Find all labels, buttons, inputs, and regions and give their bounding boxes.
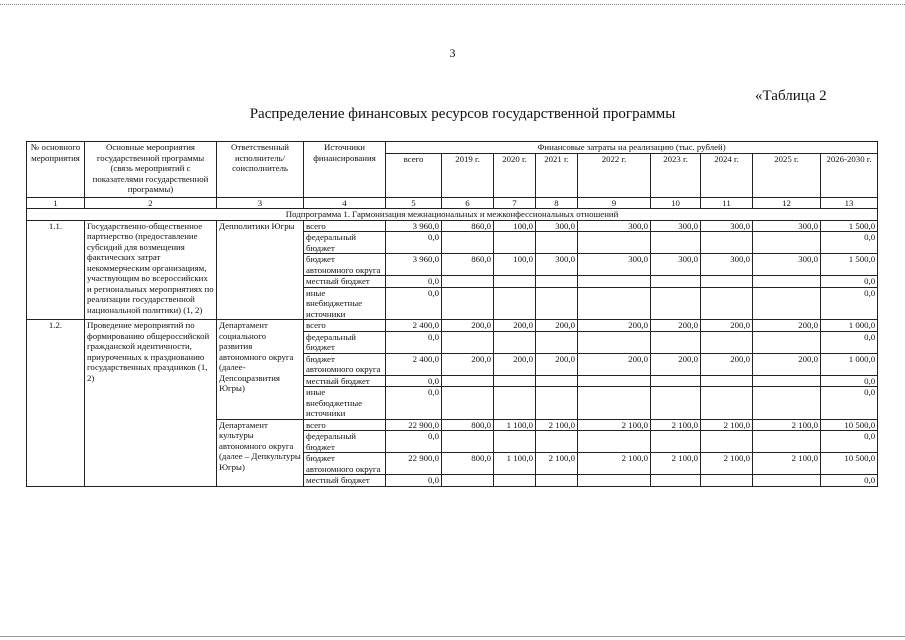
value-cell [753, 375, 821, 387]
value-cell: 200,0 [753, 320, 821, 332]
value-cell: 0,0 [821, 287, 878, 320]
funding-source: бюджет автономного округа [304, 453, 386, 475]
value-cell: 2 100,0 [753, 453, 821, 475]
value-cell: 300,0 [701, 220, 753, 232]
value-cell: 300,0 [536, 254, 578, 276]
value-cell: 200,0 [442, 320, 494, 332]
value-cell [442, 387, 494, 420]
value-cell: 10 500,0 [821, 453, 878, 475]
value-cell: 300,0 [578, 220, 651, 232]
value-cell [494, 431, 536, 453]
value-cell: 100,0 [494, 220, 536, 232]
value-cell: 300,0 [536, 220, 578, 232]
value-cell: 0,0 [386, 232, 442, 254]
funding-source: местный бюджет [304, 375, 386, 387]
value-cell [442, 232, 494, 254]
value-cell: 300,0 [651, 220, 701, 232]
value-cell [701, 387, 753, 420]
value-cell [494, 375, 536, 387]
value-cell: 860,0 [442, 254, 494, 276]
value-cell: 200,0 [494, 353, 536, 375]
header-year-8: 2026-2030 г. [821, 153, 878, 197]
responsible-executor: Департамент культуры автономного округа (далее – Депкультуры Югры) [217, 419, 304, 486]
value-cell: 200,0 [701, 320, 753, 332]
value-cell [578, 276, 651, 288]
value-cell [442, 287, 494, 320]
value-cell [442, 276, 494, 288]
column-number-12: 12 [753, 197, 821, 209]
funding-source: всего [304, 220, 386, 232]
event-number: 1.1. [27, 220, 85, 320]
value-cell [578, 475, 651, 487]
value-cell [753, 287, 821, 320]
value-cell: 2 100,0 [578, 453, 651, 475]
value-cell: 2 100,0 [578, 419, 651, 431]
value-cell: 1 100,0 [494, 453, 536, 475]
value-cell: 0,0 [386, 375, 442, 387]
value-cell: 200,0 [753, 353, 821, 375]
value-cell [753, 276, 821, 288]
value-cell: 0,0 [821, 375, 878, 387]
value-cell: 2 400,0 [386, 353, 442, 375]
header-row [27, 142, 878, 154]
value-cell [701, 287, 753, 320]
column-number-9: 9 [578, 197, 651, 209]
value-cell [536, 475, 578, 487]
value-cell: 2 400,0 [386, 320, 442, 332]
value-cell [494, 331, 536, 353]
funding-source: федеральный бюджет [304, 232, 386, 254]
value-cell: 0,0 [386, 431, 442, 453]
value-cell [536, 276, 578, 288]
funding-source: федеральный бюджет [304, 331, 386, 353]
responsible-executor: Депполитики Югры [217, 220, 304, 320]
table-row [27, 220, 878, 232]
header-financial-costs: Финансовые затраты на реализацию (тыс. рублей) [386, 142, 878, 154]
value-cell: 200,0 [536, 320, 578, 332]
value-cell: 100,0 [494, 254, 536, 276]
value-cell [651, 232, 701, 254]
value-cell [578, 387, 651, 420]
header-event: Основные мероприятия государственной программы (связь мероприятий с показателями государственной программы) [85, 142, 217, 198]
value-cell [701, 276, 753, 288]
value-cell: 2 100,0 [753, 419, 821, 431]
value-cell [578, 287, 651, 320]
value-cell [536, 232, 578, 254]
funding-source: всего [304, 419, 386, 431]
value-cell [494, 387, 536, 420]
value-cell [651, 475, 701, 487]
value-cell [753, 331, 821, 353]
funding-source: иные внебюджетные источники [304, 287, 386, 320]
page-number: 3 [449, 46, 456, 60]
value-cell [494, 232, 536, 254]
value-cell: 200,0 [578, 353, 651, 375]
header-responsible: Ответственный исполнитель/ соисполнитель [217, 142, 304, 198]
value-cell [442, 375, 494, 387]
funding-source: бюджет автономного округа [304, 254, 386, 276]
value-cell [494, 276, 536, 288]
column-number-6: 6 [442, 197, 494, 209]
column-number-8: 8 [536, 197, 578, 209]
funding-source: бюджет автономного округа [304, 353, 386, 375]
value-cell: 0,0 [821, 276, 878, 288]
document-title: Распределение финансовых ресурсов государственной программы [249, 106, 676, 122]
value-cell: 200,0 [651, 353, 701, 375]
value-cell: 2 100,0 [651, 453, 701, 475]
value-cell: 300,0 [753, 254, 821, 276]
header-year-7: 2025 г. [753, 153, 821, 197]
value-cell [494, 475, 536, 487]
value-cell: 0,0 [821, 431, 878, 453]
value-cell: 860,0 [442, 220, 494, 232]
value-cell [536, 387, 578, 420]
value-cell: 200,0 [442, 353, 494, 375]
header-year-3: 2021 г. [536, 153, 578, 197]
value-cell: 300,0 [651, 254, 701, 276]
value-cell [753, 475, 821, 487]
value-cell [536, 431, 578, 453]
column-numbers-row [27, 197, 878, 209]
header-year-1: 2019 г. [442, 153, 494, 197]
value-cell [442, 431, 494, 453]
value-cell [651, 431, 701, 453]
value-cell [701, 331, 753, 353]
top-scan-rule [0, 4, 905, 5]
value-cell [651, 331, 701, 353]
column-number-2: 2 [85, 197, 217, 209]
column-number-3: 3 [217, 197, 304, 209]
header-year-0: всего [386, 153, 442, 197]
funding-source: федеральный бюджет [304, 431, 386, 453]
value-cell [753, 387, 821, 420]
header-year-2: 2020 г. [494, 153, 536, 197]
value-cell [494, 287, 536, 320]
value-cell [701, 475, 753, 487]
value-cell: 1 100,0 [494, 419, 536, 431]
value-cell: 1 500,0 [821, 220, 878, 232]
value-cell: 1 500,0 [821, 254, 878, 276]
value-cell: 22 900,0 [386, 419, 442, 431]
value-cell [442, 475, 494, 487]
value-cell: 2 100,0 [701, 419, 753, 431]
value-cell: 0,0 [821, 387, 878, 420]
value-cell [578, 331, 651, 353]
value-cell: 0,0 [386, 287, 442, 320]
column-number-7: 7 [494, 197, 536, 209]
value-cell: 200,0 [536, 353, 578, 375]
value-cell: 0,0 [386, 387, 442, 420]
column-number-5: 5 [386, 197, 442, 209]
value-cell: 3 960,0 [386, 254, 442, 276]
event-description: Государственно-общественное партнерство (предоставление субсидий для возмещения фактических затрат некоммерческим организациям, участвующим во всероссийских и региональных мероприятиях по реализации государственной национальной политики) (1, 2) [85, 220, 217, 320]
value-cell: 800,0 [442, 419, 494, 431]
value-cell: 22 900,0 [386, 453, 442, 475]
value-cell [701, 431, 753, 453]
value-cell [651, 375, 701, 387]
value-cell [753, 431, 821, 453]
value-cell [651, 287, 701, 320]
header-source: Источники финансирования [304, 142, 386, 198]
value-cell [578, 232, 651, 254]
table-row [27, 320, 878, 332]
value-cell: 1 000,0 [821, 320, 878, 332]
value-cell: 300,0 [753, 220, 821, 232]
column-number-4: 4 [304, 197, 386, 209]
value-cell: 2 100,0 [651, 419, 701, 431]
value-cell: 2 100,0 [701, 453, 753, 475]
value-cell: 300,0 [578, 254, 651, 276]
funding-source: местный бюджет [304, 475, 386, 487]
value-cell [442, 331, 494, 353]
value-cell [701, 232, 753, 254]
value-cell: 0,0 [386, 331, 442, 353]
bottom-scan-rule [0, 636, 905, 637]
value-cell [701, 375, 753, 387]
value-cell [536, 331, 578, 353]
column-number-1: 1 [27, 197, 85, 209]
header-year-6: 2024 г. [701, 153, 753, 197]
value-cell: 2 100,0 [536, 419, 578, 431]
value-cell: 3 960,0 [386, 220, 442, 232]
value-cell: 200,0 [578, 320, 651, 332]
value-cell [753, 232, 821, 254]
value-cell: 2 100,0 [536, 453, 578, 475]
column-number-13: 13 [821, 197, 878, 209]
value-cell [651, 276, 701, 288]
value-cell [536, 375, 578, 387]
value-cell: 0,0 [821, 331, 878, 353]
header-year-4: 2022 г. [578, 153, 651, 197]
value-cell [651, 387, 701, 420]
value-cell: 1 000,0 [821, 353, 878, 375]
subprogram-row [27, 209, 878, 221]
table-label: «Таблица 2 [755, 88, 827, 104]
value-cell: 300,0 [701, 254, 753, 276]
value-cell: 200,0 [651, 320, 701, 332]
value-cell: 200,0 [701, 353, 753, 375]
value-cell [578, 431, 651, 453]
value-cell [578, 375, 651, 387]
responsible-executor: Департамент социального развития автономного округа (далее-Депсоцразвития Югры) [217, 320, 304, 420]
value-cell: 0,0 [821, 475, 878, 487]
event-number: 1.2. [27, 320, 85, 487]
value-cell: 800,0 [442, 453, 494, 475]
value-cell [536, 287, 578, 320]
financial-resources-table [26, 141, 878, 487]
header-no: № основного мероприятия [27, 142, 85, 198]
funding-source: местный бюджет [304, 276, 386, 288]
value-cell: 0,0 [386, 475, 442, 487]
value-cell: 10 500,0 [821, 419, 878, 431]
value-cell: 200,0 [494, 320, 536, 332]
event-description: Проведение мероприятий по формированию общероссийской гражданской идентичности, приуроченных к празднованию государственных праздников (1, 2) [85, 320, 217, 487]
funding-source: всего [304, 320, 386, 332]
value-cell: 0,0 [821, 232, 878, 254]
column-number-10: 10 [651, 197, 701, 209]
subprogram-title: Подпрограмма 1. Гармонизация межнациональных и межконфессиональных отношений [27, 209, 878, 221]
header-year-5: 2023 г. [651, 153, 701, 197]
column-number-11: 11 [701, 197, 753, 209]
funding-source: иные внебюджетные источники [304, 387, 386, 420]
value-cell: 0,0 [386, 276, 442, 288]
